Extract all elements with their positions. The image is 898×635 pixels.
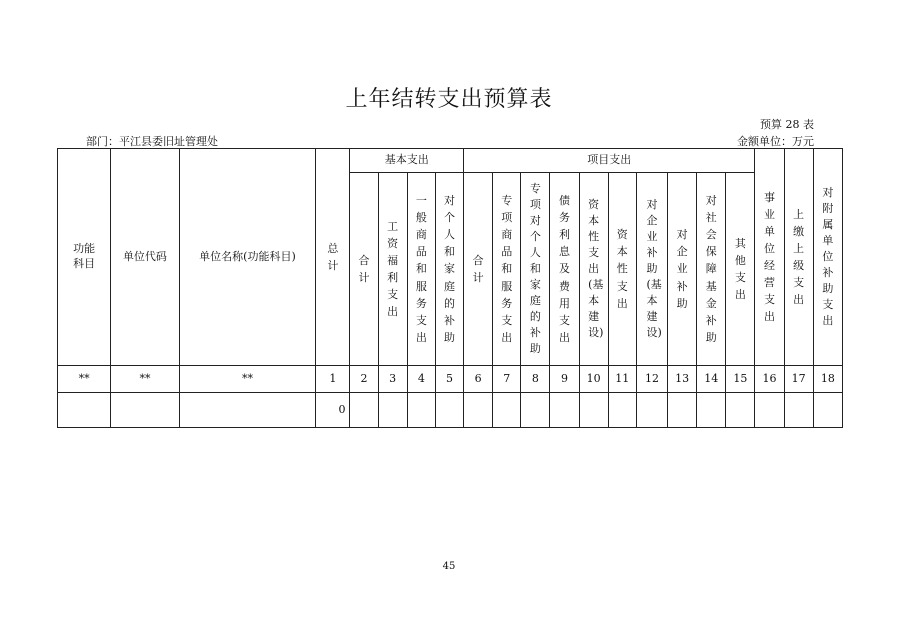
header-project-col-label: 对企业补助(基本建设) bbox=[646, 198, 662, 339]
page-number: 45 bbox=[442, 561, 456, 572]
header-enterprise-expense bbox=[755, 149, 784, 366]
index-cell: 13 bbox=[668, 366, 697, 393]
index-cell: 2 bbox=[350, 366, 378, 393]
index-cell: 9 bbox=[550, 366, 579, 393]
header-basic-col-label: 合计 bbox=[358, 253, 370, 284]
header-unit-name bbox=[179, 149, 316, 366]
amount-unit-label: 金额单位：万元 bbox=[737, 135, 814, 148]
data-cell bbox=[726, 393, 755, 428]
header-enterprise-expense-label: 事业单位经营支出 bbox=[764, 190, 776, 324]
header-total-label: 总计 bbox=[327, 241, 339, 272]
header-project-col bbox=[726, 173, 755, 366]
index-cell: 11 bbox=[608, 366, 636, 393]
header-unit-code-label: 单位代码 bbox=[122, 249, 167, 263]
header-func-subject-label: 功能 科目 bbox=[73, 242, 96, 270]
header-affiliated-subsidy-label: 对附属单位补助支出 bbox=[822, 186, 834, 327]
header-project-col bbox=[493, 173, 521, 366]
header-project-col bbox=[464, 173, 493, 366]
header-func-subject bbox=[58, 149, 111, 366]
index-cell: 4 bbox=[407, 366, 435, 393]
header-project-group bbox=[464, 149, 755, 173]
data-row bbox=[58, 393, 843, 428]
index-cell: 6 bbox=[464, 366, 493, 393]
header-upper-remit-label: 上缴上级支出 bbox=[793, 207, 805, 307]
header-basic-col bbox=[435, 173, 463, 366]
index-row bbox=[58, 366, 843, 393]
index-cell: ** bbox=[111, 366, 179, 393]
data-cell bbox=[350, 393, 378, 428]
header-project-col bbox=[636, 173, 667, 366]
index-cell: 16 bbox=[755, 366, 784, 393]
department-label: 部门：平江县委旧址管理处 bbox=[86, 135, 218, 148]
header-basic-col bbox=[350, 173, 378, 366]
header-basic-col-label: 一般商品和服务支出 bbox=[415, 194, 427, 344]
header-basic-group bbox=[350, 149, 464, 173]
data-cell bbox=[668, 393, 697, 428]
data-cell bbox=[784, 393, 813, 428]
index-cell: ** bbox=[58, 366, 111, 393]
form-number: 预算 28 表 bbox=[760, 118, 814, 131]
page-title: 上年结转支出预算表 bbox=[345, 87, 553, 112]
header-unit-code bbox=[111, 149, 179, 366]
index-cell: 1 bbox=[316, 366, 350, 393]
header-basic-col-label: 对个人和家庭的补助 bbox=[443, 194, 455, 344]
header-project-col-label: 专项商品和服务支出 bbox=[501, 194, 513, 344]
header-upper-remit bbox=[784, 149, 813, 366]
data-cell bbox=[813, 393, 842, 428]
header-unit-name-label: 单位名称(功能科目) bbox=[199, 249, 296, 263]
data-cell bbox=[697, 393, 726, 428]
data-cell bbox=[407, 393, 435, 428]
index-cell: 12 bbox=[636, 366, 667, 393]
header-project-col bbox=[579, 173, 608, 366]
data-cell-total: 0 bbox=[316, 393, 350, 428]
header-project-col-label: 资本性支出(基本建设) bbox=[588, 198, 604, 339]
header-total bbox=[316, 149, 350, 366]
data-cell bbox=[378, 393, 407, 428]
index-cell: 17 bbox=[784, 366, 813, 393]
index-cell: 5 bbox=[435, 366, 463, 393]
data-cell bbox=[636, 393, 667, 428]
header-project-col bbox=[608, 173, 636, 366]
header-project-col-label: 合计 bbox=[472, 253, 484, 284]
budget-table bbox=[57, 148, 843, 428]
data-cell bbox=[58, 393, 111, 428]
header-project-group-label: 项目支出 bbox=[587, 153, 632, 167]
data-cell bbox=[464, 393, 493, 428]
header-project-col bbox=[550, 173, 579, 366]
header-row-groups bbox=[58, 149, 843, 173]
header-affiliated-subsidy bbox=[813, 149, 842, 366]
header-project-col-label: 专项对个人和家庭的补助 bbox=[529, 182, 541, 355]
header-project-col-label: 债务利息及费用支出 bbox=[559, 194, 571, 344]
data-cell bbox=[755, 393, 784, 428]
index-cell: 3 bbox=[378, 366, 407, 393]
index-cell: 8 bbox=[521, 366, 550, 393]
data-cell bbox=[111, 393, 179, 428]
data-cell bbox=[608, 393, 636, 428]
header-project-col bbox=[521, 173, 550, 366]
index-cell: 7 bbox=[493, 366, 521, 393]
index-cell: ** bbox=[179, 366, 316, 393]
data-cell bbox=[521, 393, 550, 428]
header-project-col-label: 对企业补助 bbox=[676, 228, 688, 310]
header-project-col-label: 资本性支出 bbox=[616, 228, 628, 310]
data-cell bbox=[579, 393, 608, 428]
header-project-col bbox=[668, 173, 697, 366]
header-basic-group-label: 基本支出 bbox=[384, 153, 429, 167]
header-basic-col-label: 工资福利支出 bbox=[387, 219, 399, 319]
header-basic-col bbox=[407, 173, 435, 366]
data-cell bbox=[435, 393, 463, 428]
header-project-col-label: 对社会保障基金补助 bbox=[705, 194, 717, 344]
index-cell: 10 bbox=[579, 366, 608, 393]
header-project-col bbox=[697, 173, 726, 366]
index-cell: 14 bbox=[697, 366, 726, 393]
index-cell: 15 bbox=[726, 366, 755, 393]
data-cell bbox=[550, 393, 579, 428]
header-project-col-label: 其他支出 bbox=[734, 236, 746, 302]
data-cell bbox=[179, 393, 316, 428]
header-basic-col bbox=[378, 173, 407, 366]
data-cell bbox=[493, 393, 521, 428]
index-cell: 18 bbox=[813, 366, 842, 393]
